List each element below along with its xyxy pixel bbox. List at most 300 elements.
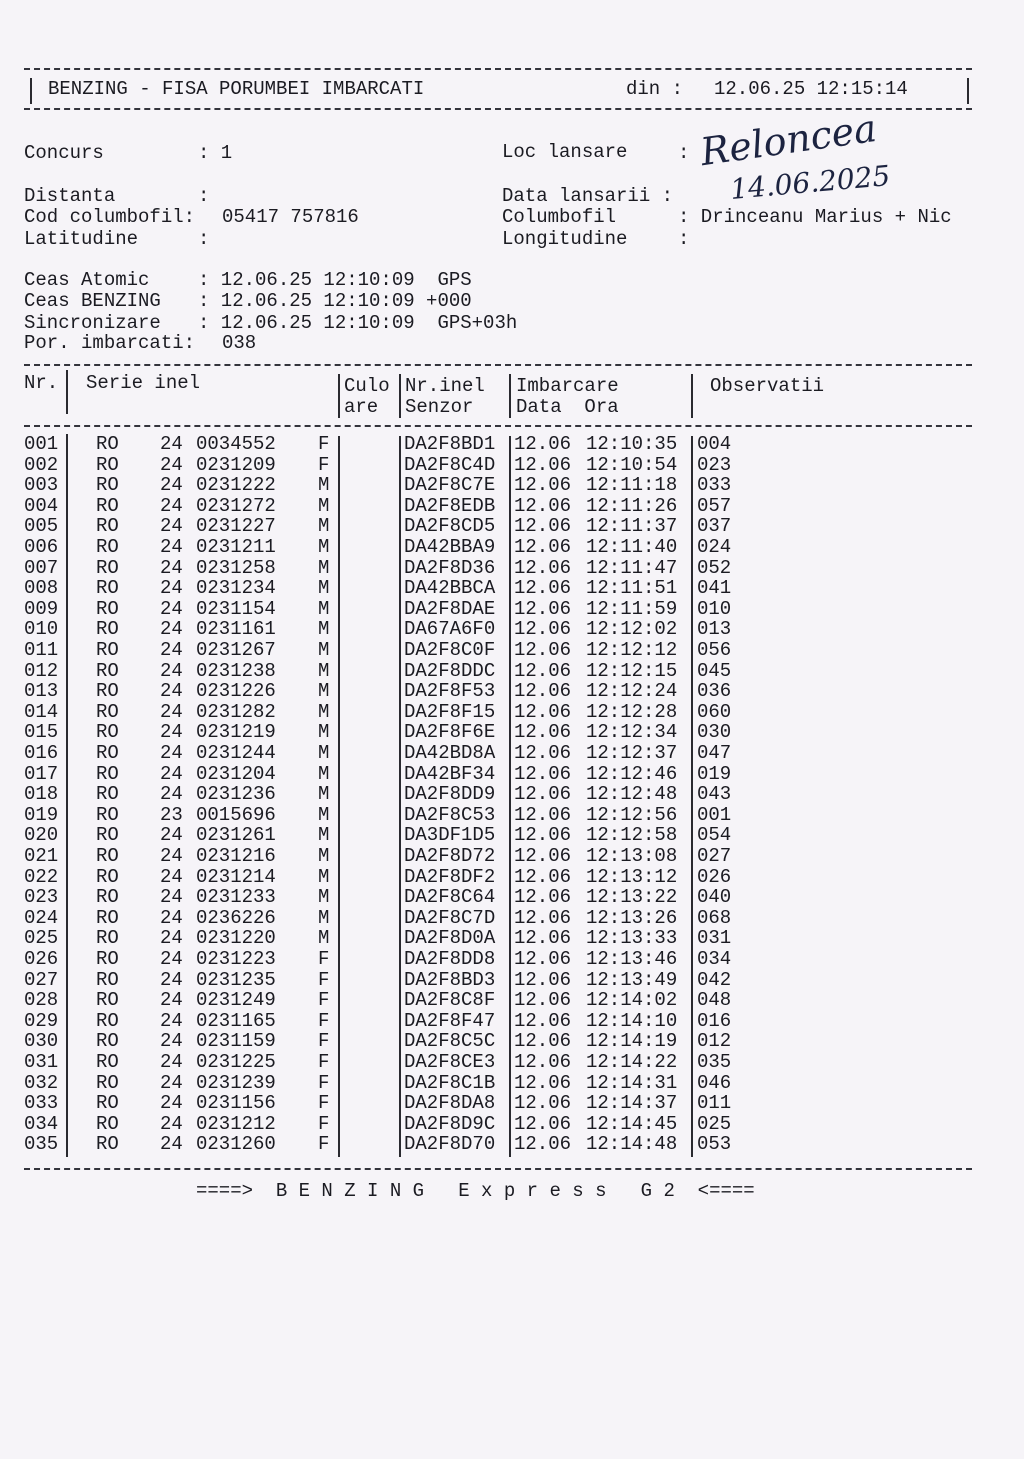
- ring-country: RO: [96, 433, 119, 455]
- row-number: 007: [24, 556, 59, 579]
- row-number: 019: [24, 803, 59, 826]
- observation-value: 036: [697, 680, 732, 703]
- boarding-time: 12:13:46: [586, 948, 678, 970]
- sensor-id: DA67A6F0: [404, 618, 496, 641]
- sensor-id: DA2F8F6E: [404, 721, 496, 744]
- row-number: 011: [24, 639, 59, 661]
- boarding-time: 12:11:26: [586, 494, 678, 517]
- ring-number: 0231272: [196, 494, 276, 517]
- observation-value: 042: [697, 968, 732, 991]
- pigeon-sex: M: [318, 659, 330, 682]
- distanta-label: Distanta: [24, 185, 116, 207]
- observation-value: 035: [697, 1051, 732, 1073]
- table-row: [0, 661, 1024, 682]
- pigeon-sex: M: [318, 700, 330, 723]
- ring-number: 0231227: [196, 515, 276, 538]
- observation-value: 057: [697, 494, 732, 517]
- ring-year: 24: [160, 639, 183, 661]
- boarding-date: 12.06: [514, 742, 572, 764]
- pigeon-sex: M: [318, 597, 330, 620]
- ring-number: 0015696: [196, 803, 276, 826]
- table-row: [0, 743, 1024, 764]
- pigeon-sex: M: [318, 803, 330, 826]
- observation-value: 031: [697, 927, 732, 950]
- sensor-id: DA2F8DD8: [404, 948, 496, 970]
- row-number: 013: [24, 680, 59, 703]
- sensor-id: DA2F8EDB: [404, 494, 496, 517]
- sensor-id: DA2F8F53: [404, 680, 496, 703]
- col-observatii-header: Observatii: [710, 375, 825, 397]
- ring-country: RO: [96, 700, 119, 723]
- row-number: 034: [24, 1112, 59, 1135]
- sensor-id: DA2F8CD5: [404, 515, 496, 538]
- ring-country: RO: [96, 1071, 119, 1094]
- boarding-date: 12.06: [514, 597, 572, 620]
- table-row: [0, 825, 1024, 846]
- columbofil-label: Columbofil: [502, 206, 617, 228]
- ring-number: 0231249: [196, 989, 276, 1012]
- ring-country: RO: [96, 494, 119, 517]
- sensor-id: DA2F8DF2: [404, 865, 496, 888]
- ring-number: 0231238: [196, 659, 276, 682]
- boarding-date: 12.06: [514, 865, 572, 888]
- row-number: 030: [24, 1030, 59, 1053]
- ring-year: 24: [160, 762, 183, 785]
- sensor-id: DA2F8D0A: [404, 927, 496, 950]
- observation-value: 023: [697, 453, 732, 476]
- boarding-date: 12.06: [514, 515, 572, 538]
- pigeon-sex: M: [318, 515, 330, 538]
- boarding-date: 12.06: [514, 433, 572, 455]
- table-row: [0, 599, 1024, 620]
- boarding-date: 12.06: [514, 1092, 572, 1115]
- ring-year: 24: [160, 906, 183, 929]
- ring-number: 0231261: [196, 824, 276, 847]
- observation-value: 016: [697, 1009, 732, 1032]
- observation-value: 043: [697, 783, 732, 806]
- row-number: 012: [24, 659, 59, 682]
- row-number: 028: [24, 989, 59, 1012]
- observation-value: 053: [697, 1133, 732, 1156]
- ring-year: 24: [160, 1112, 183, 1135]
- sensor-id: DA2F8C7D: [404, 906, 496, 929]
- row-number: 025: [24, 927, 59, 950]
- boarding-time: 12:12:34: [586, 721, 678, 744]
- table-row: [0, 867, 1024, 888]
- boarding-date: 12.06: [514, 577, 572, 600]
- boarding-time: 12:13:12: [586, 865, 678, 888]
- pigeon-sex: F: [318, 433, 330, 455]
- col-inel-header-2: Senzor: [405, 396, 474, 418]
- observation-value: 045: [697, 659, 732, 682]
- print-date-value: 12.06.25 12:15:14: [714, 78, 908, 100]
- cod-columbofil-label: Cod columbofil:: [24, 206, 196, 228]
- sensor-id: DA2F8D9C: [404, 1112, 496, 1135]
- boarding-date: 12.06: [514, 845, 572, 867]
- boarding-time: 12:12:28: [586, 700, 678, 723]
- top-dashed-rule: [24, 68, 972, 70]
- ring-country: RO: [96, 556, 119, 579]
- row-number: 009: [24, 597, 59, 620]
- sensor-id: DA2F8CE3: [404, 1051, 496, 1073]
- pigeon-sex: M: [318, 639, 330, 661]
- porumbei-imbarcati-value: 038: [222, 332, 257, 354]
- col-inel-divider: [509, 374, 511, 418]
- boarding-date: 12.06: [514, 1009, 572, 1032]
- sensor-id: DA2F8C53: [404, 803, 496, 826]
- table-row: [0, 1011, 1024, 1032]
- observation-value: 046: [697, 1071, 732, 1094]
- row-number: 003: [24, 474, 59, 497]
- ring-year: 24: [160, 556, 183, 579]
- ring-number: 0231239: [196, 1071, 276, 1094]
- col-serie-divider: [338, 374, 340, 418]
- ring-year: 24: [160, 886, 183, 909]
- body-culoare-divider: [399, 436, 401, 1157]
- ring-year: 24: [160, 721, 183, 744]
- ring-number: 0231211: [196, 536, 276, 558]
- pigeon-sex: M: [318, 762, 330, 785]
- pigeon-sex: M: [318, 845, 330, 867]
- observation-value: 056: [697, 639, 732, 661]
- pigeon-sex: M: [318, 494, 330, 517]
- boarding-time: 12:14:48: [586, 1133, 678, 1156]
- ring-country: RO: [96, 824, 119, 847]
- table-row: [0, 764, 1024, 785]
- ring-number: 0231159: [196, 1030, 276, 1053]
- ring-country: RO: [96, 762, 119, 785]
- table-row: [0, 1031, 1024, 1052]
- pigeon-sex: M: [318, 742, 330, 764]
- ring-country: RO: [96, 536, 119, 558]
- sensor-id: DA2F8F15: [404, 700, 496, 723]
- row-number: 010: [24, 618, 59, 641]
- body-imbarcare-divider: [691, 436, 693, 1157]
- ring-year: 24: [160, 494, 183, 517]
- table-row: [0, 784, 1024, 805]
- boarding-date: 12.06: [514, 1071, 572, 1094]
- ring-year: 24: [160, 700, 183, 723]
- table-row: [0, 1093, 1024, 1114]
- ring-country: RO: [96, 1112, 119, 1135]
- table-row: [0, 1073, 1024, 1094]
- sensor-id: DA2F8DA8: [404, 1092, 496, 1115]
- ring-number: 0231219: [196, 721, 276, 744]
- pigeon-sex: M: [318, 865, 330, 888]
- pigeon-sex: M: [318, 680, 330, 703]
- header-dashed-rule: [24, 108, 972, 110]
- sensor-id: DA42BF34: [404, 762, 496, 785]
- row-number: 035: [24, 1133, 59, 1156]
- observation-value: 030: [697, 721, 732, 744]
- ring-country: RO: [96, 680, 119, 703]
- table-bottom-rule: [24, 1168, 972, 1170]
- ring-country: RO: [96, 597, 119, 620]
- table-row: [0, 640, 1024, 661]
- sensor-id: DA2F8DAE: [404, 597, 496, 620]
- ring-number: 0231212: [196, 1112, 276, 1135]
- sensor-id: DA2F8C1B: [404, 1071, 496, 1094]
- table-row: [0, 619, 1024, 640]
- ring-country: RO: [96, 803, 119, 826]
- observation-value: 001: [697, 803, 732, 826]
- body-inel-divider: [509, 436, 511, 1157]
- ring-number: 0231216: [196, 845, 276, 867]
- pigeon-sex: F: [318, 1009, 330, 1032]
- boarding-time: 12:12:24: [586, 680, 678, 703]
- sensor-id: DA42BD8A: [404, 742, 496, 764]
- boarding-time: 12:11:47: [586, 556, 678, 579]
- boarding-date: 12.06: [514, 886, 572, 909]
- sincronizare-label: Sincronizare: [24, 312, 161, 334]
- boarding-date: 12.06: [514, 680, 572, 703]
- boarding-time: 12:11:59: [586, 597, 678, 620]
- boarding-date: 12.06: [514, 453, 572, 476]
- ring-country: RO: [96, 742, 119, 764]
- longitudine-label: Longitudine: [502, 228, 628, 250]
- row-number: 032: [24, 1071, 59, 1094]
- table-row: [0, 578, 1024, 599]
- ring-year: 24: [160, 989, 183, 1012]
- table-row: [0, 496, 1024, 517]
- handwritten-release-place: Reloncea: [697, 105, 880, 175]
- boarding-date: 12.06: [514, 824, 572, 847]
- ring-number: 0231260: [196, 1133, 276, 1156]
- ring-country: RO: [96, 618, 119, 641]
- sensor-id: DA2F8C5C: [404, 1030, 496, 1053]
- sensor-id: DA2F8D36: [404, 556, 496, 579]
- ring-number: 0231165: [196, 1009, 276, 1032]
- row-number: 020: [24, 824, 59, 847]
- observation-value: 037: [697, 515, 732, 538]
- longitudine-value: :: [678, 228, 690, 250]
- observation-value: 013: [697, 618, 732, 641]
- row-number: 005: [24, 515, 59, 538]
- observation-value: 040: [697, 886, 732, 909]
- boarding-date: 12.06: [514, 556, 572, 579]
- row-number: 027: [24, 968, 59, 991]
- row-number: 001: [24, 433, 59, 455]
- ring-country: RO: [96, 577, 119, 600]
- row-number: 017: [24, 762, 59, 785]
- ring-country: RO: [96, 845, 119, 867]
- boarding-date: 12.06: [514, 536, 572, 558]
- porumbei-imbarcati-label: Por. imbarcati:: [24, 332, 196, 354]
- observation-value: 041: [697, 577, 732, 600]
- boarding-time: 12:11:40: [586, 536, 678, 558]
- boarding-date: 12.06: [514, 721, 572, 744]
- header-left-bar: [30, 78, 32, 104]
- sensor-id: DA3DF1D5: [404, 824, 496, 847]
- boarding-date: 12.06: [514, 474, 572, 497]
- observation-value: 011: [697, 1092, 732, 1115]
- col-culoare-header-2: are: [344, 396, 379, 418]
- ring-number: 0231222: [196, 474, 276, 497]
- boarding-time: 12:12:02: [586, 618, 678, 641]
- row-number: 024: [24, 906, 59, 929]
- ring-year: 24: [160, 597, 183, 620]
- ring-year: 24: [160, 536, 183, 558]
- pigeon-sex: M: [318, 556, 330, 579]
- pigeon-sex: F: [318, 1133, 330, 1156]
- table-row: [0, 681, 1024, 702]
- table-row: [0, 475, 1024, 496]
- table-row: [0, 846, 1024, 867]
- col-nr-divider: [66, 370, 68, 414]
- row-number: 029: [24, 1009, 59, 1032]
- ring-year: 24: [160, 1133, 183, 1156]
- col-imbarcare-header-2: Data Ora: [516, 396, 619, 418]
- ring-year: 24: [160, 659, 183, 682]
- pigeon-sex: M: [318, 474, 330, 497]
- ring-year: 24: [160, 865, 183, 888]
- pigeon-sex: F: [318, 989, 330, 1012]
- handwritten-release-date: 14.06.2025: [728, 159, 892, 206]
- sensor-id: DA42BBA9: [404, 536, 496, 558]
- boarding-time: 12:10:35: [586, 433, 678, 455]
- ring-country: RO: [96, 1133, 119, 1156]
- boarding-date: 12.06: [514, 1112, 572, 1135]
- ring-country: RO: [96, 1051, 119, 1073]
- boarding-time: 12:12:46: [586, 762, 678, 785]
- ring-number: 0231225: [196, 1051, 276, 1073]
- table-row: [0, 990, 1024, 1011]
- row-number: 008: [24, 577, 59, 600]
- boarding-date: 12.06: [514, 618, 572, 641]
- ring-number: 0231258: [196, 556, 276, 579]
- ceas-atomic-label: Ceas Atomic: [24, 269, 150, 291]
- col-inel-header: Nr.inel: [405, 375, 485, 397]
- document-title: BENZING - FISA PORUMBEI IMBARCATI: [48, 78, 425, 100]
- table-row: [0, 1114, 1024, 1135]
- ring-year: 24: [160, 515, 183, 538]
- observation-value: 060: [697, 700, 732, 723]
- row-number: 014: [24, 700, 59, 723]
- ring-number: 0236226: [196, 906, 276, 929]
- ring-number: 0231267: [196, 639, 276, 661]
- sensor-id: DA2F8DDC: [404, 659, 496, 682]
- ring-year: 24: [160, 742, 183, 764]
- col-serie-header: Serie inel: [86, 372, 201, 394]
- ring-year: 24: [160, 618, 183, 641]
- pigeon-sex: M: [318, 927, 330, 950]
- boarding-date: 12.06: [514, 1030, 572, 1053]
- ring-number: 0231223: [196, 948, 276, 970]
- row-number: 023: [24, 886, 59, 909]
- observation-value: 024: [697, 536, 732, 558]
- sensor-id: DA2F8D70: [404, 1133, 496, 1156]
- ring-year: 24: [160, 824, 183, 847]
- latitudine-value: :: [198, 228, 210, 250]
- ring-year: 24: [160, 783, 183, 806]
- boarding-time: 12:13:22: [586, 886, 678, 909]
- ring-country: RO: [96, 721, 119, 744]
- boarding-date: 12.06: [514, 927, 572, 950]
- observation-value: 033: [697, 474, 732, 497]
- ring-country: RO: [96, 989, 119, 1012]
- row-number: 002: [24, 453, 59, 476]
- boarding-date: 12.06: [514, 906, 572, 929]
- boarding-time: 12:12:56: [586, 803, 678, 826]
- sensor-id: DA2F8DD9: [404, 783, 496, 806]
- ring-year: 24: [160, 968, 183, 991]
- col-imbarcare-header: Imbarcare: [516, 375, 619, 397]
- boarding-time: 12:12:12: [586, 639, 678, 661]
- boarding-time: 12:14:37: [586, 1092, 678, 1115]
- boarding-date: 12.06: [514, 803, 572, 826]
- col-culoare-header: Culo: [344, 375, 390, 397]
- table-row: [0, 949, 1024, 970]
- table-row: [0, 908, 1024, 929]
- ceas-benzing-value: : 12.06.25 12:10:09 +000: [198, 290, 472, 312]
- ring-number: 0231154: [196, 597, 276, 620]
- table-row: [0, 537, 1024, 558]
- row-number: 031: [24, 1051, 59, 1073]
- body-serie-divider: [338, 436, 340, 1157]
- sincronizare-value: : 12.06.25 12:10:09 GPS+03h: [198, 312, 518, 334]
- row-number: 026: [24, 948, 59, 970]
- sensor-id: DA2F8C4D: [404, 453, 496, 476]
- pigeon-sex: M: [318, 577, 330, 600]
- observation-value: 019: [697, 762, 732, 785]
- ring-number: 0231204: [196, 762, 276, 785]
- ring-country: RO: [96, 515, 119, 538]
- table-row: [0, 928, 1024, 949]
- col-imbarcare-divider: [691, 374, 693, 418]
- boarding-time: 12:13:49: [586, 968, 678, 991]
- row-number: 018: [24, 783, 59, 806]
- sensor-id: DA2F8C0F: [404, 639, 496, 661]
- sensor-id: DA2F8C7E: [404, 474, 496, 497]
- ring-number: 0231214: [196, 865, 276, 888]
- boarding-date: 12.06: [514, 494, 572, 517]
- boarding-time: 12:14:10: [586, 1009, 678, 1032]
- pigeon-sex: F: [318, 968, 330, 991]
- observation-value: 054: [697, 824, 732, 847]
- boarding-date: 12.06: [514, 968, 572, 991]
- table-row: [0, 887, 1024, 908]
- boarding-date: 12.06: [514, 783, 572, 806]
- ring-year: 24: [160, 453, 183, 476]
- ring-year: 24: [160, 474, 183, 497]
- concurs-value: : 1: [198, 142, 233, 164]
- ring-year: 24: [160, 1009, 183, 1032]
- observation-value: 048: [697, 989, 732, 1012]
- ring-number: 0231161: [196, 618, 276, 641]
- boarding-date: 12.06: [514, 762, 572, 785]
- observation-value: 010: [697, 597, 732, 620]
- boarding-time: 12:10:54: [586, 453, 678, 476]
- ring-year: 24: [160, 1030, 183, 1053]
- boarding-date: 12.06: [514, 659, 572, 682]
- boarding-time: 12:12:58: [586, 824, 678, 847]
- ring-country: RO: [96, 865, 119, 888]
- ring-country: RO: [96, 968, 119, 991]
- pigeon-sex: F: [318, 1030, 330, 1053]
- sensor-id: DA42BBCA: [404, 577, 496, 600]
- pigeon-sex: M: [318, 783, 330, 806]
- table-row: [0, 970, 1024, 991]
- loc-lansare-label: Loc lansare: [502, 141, 628, 163]
- ring-country: RO: [96, 783, 119, 806]
- observation-value: 004: [697, 433, 732, 455]
- table-row: [0, 1052, 1024, 1073]
- boarding-time: 12:12:15: [586, 659, 678, 682]
- distanta-value: :: [198, 185, 210, 207]
- table-row: [0, 516, 1024, 537]
- table-row: [0, 805, 1024, 826]
- observation-value: 034: [697, 948, 732, 970]
